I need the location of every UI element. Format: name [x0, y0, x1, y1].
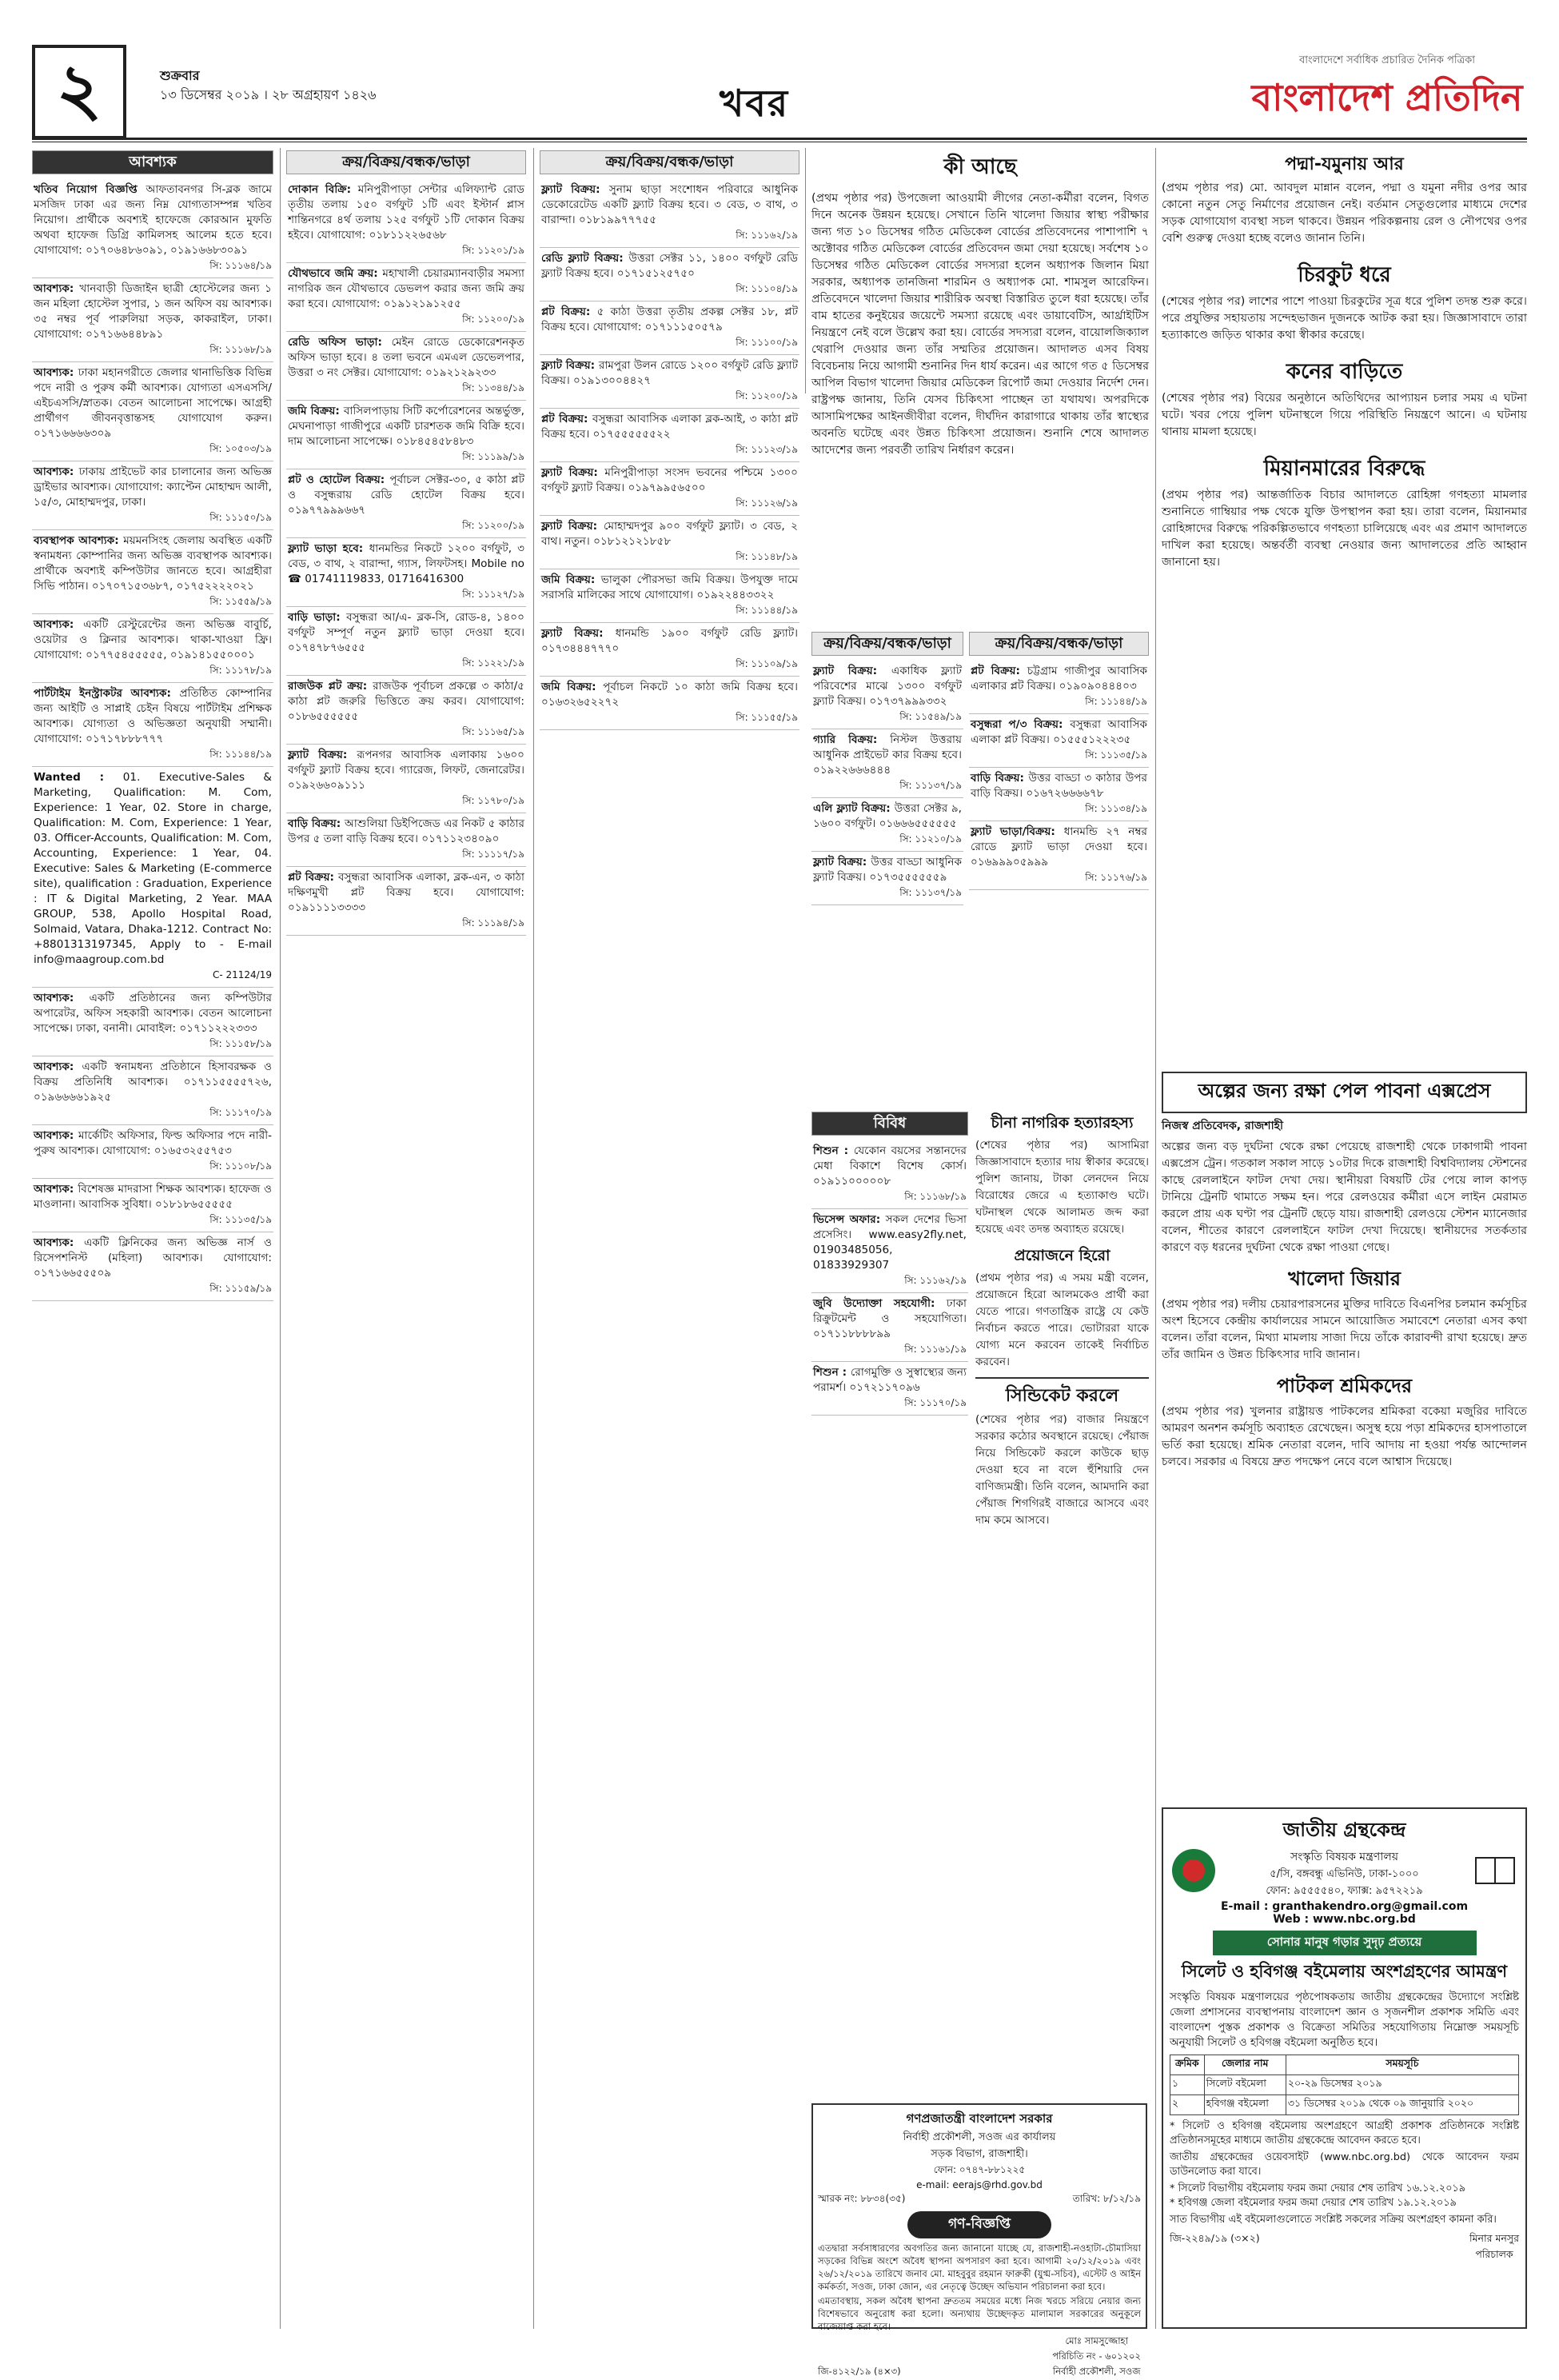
classified-ad	[811, 1209, 968, 1293]
ad-text: ভালুকা পৌরসভা জমি বিক্রয়। উপযুক্ত দামে সরাসরি মালিকের সাথে যোগাযোগ। ০১৯২২৪৪৩৩২২	[541, 573, 798, 601]
classifieds-column-wanted	[32, 150, 273, 2329]
classified-ad	[32, 988, 273, 1056]
ad-lead: রেডি ফ্ল্যাট বিক্রয়:	[541, 252, 629, 265]
ad-lead: প্লট বিক্রয়:	[541, 413, 592, 425]
ad-reference: সি: ১১১৪৪/১৯	[209, 749, 272, 760]
classified-ad	[540, 355, 799, 409]
story-headline: পদ্মা-যমুনায় আর	[1285, 154, 1404, 174]
classified-ad	[286, 332, 526, 401]
ad-lead: ব্যবস্থাপক আবশ্যক:	[34, 534, 124, 547]
story-body: (শেষের পৃষ্ঠার পর) লাশের পাশে পাওয়া চিরকুটের সূত্র ধরে পুলিশ তদন্ত শুরু করে। পরে প্রযুক্তির সহায়তায় সন্দেহভাজন দুজনকে আটক করা হয়। জিজ্ঞাসাবাদে তারা হত্যাকাণ্ডে জড়িত থাকার কথা স্বীকার করেছে।	[1162, 295, 1527, 341]
story-headline: পাটকল শ্রমিকদের	[1276, 1375, 1413, 1397]
classified-ad	[32, 614, 273, 683]
classified-ad	[32, 1125, 273, 1179]
ad-reference: সি: ১১১০৯/১৯	[736, 658, 798, 669]
ad-lead: প্লট বিক্রয়:	[541, 305, 597, 318]
story-body: (শেষের পৃষ্ঠার পর) বাজার নিয়ন্ত্রণে সরকার কঠোর অবস্থানে রয়েছে। পেঁয়াজ নিয়ে সিন্ডিকেট করলে কাউকে ছাড় দেওয়া হবে না বলে হুঁশিয়ারি দেন বাণিজ্যমন্ত্রী। তিনি বলেন, আমদানি করা পেঁয়াজ শিগগিরই বাজারে আসবে এবং দাম কমে আসবে।	[975, 1413, 1149, 1527]
classified-ad	[540, 179, 799, 248]
ad-text: মহাখালী চেয়ারম্যানবাড়ীর সমস্যা নাগরিক জন যৌথভাবে ডেভলপ করার জন্য জমি ক্রয় করা হবে। যোগাযোগ: ০১৯১২১৯১২৫৫	[288, 267, 524, 310]
notice-memo: স্মারক নং: ৮৮৩৪(৩৫)	[818, 2193, 906, 2204]
ad-text: ঢাকা রিক্রুটমেন্ট ও সহযোগিতা। ০১৭১১৮৮৮৮৯৯	[813, 1297, 967, 1340]
classified-ad	[969, 768, 1149, 821]
ad-lead: আবশ্যক:	[34, 1183, 78, 1196]
notice-email[interactable]: e-mail: eerajs@rhd.gov.bd	[916, 2179, 1043, 2190]
ad-lead: শিশুন :	[813, 1366, 851, 1379]
story-ki-ache	[811, 150, 1149, 622]
ad-lead: জমি বিক্রয়:	[288, 405, 344, 417]
govt-notice	[811, 2103, 1147, 2377]
classified-ad	[811, 1140, 968, 1209]
classified-ad	[811, 661, 963, 729]
ad-text: একটি রেস্টুরেন্টের জন্য অভিজ্ঞ বাবুর্চি, ওয়েটার ও ক্লিনার আবশ্যক। থাকা-খাওয়া ফ্রি। যোগাযোগ: ০১৭৭৫৪৫৫৫৫৫, ০১৯১৪১৫৫০০০১	[34, 618, 272, 661]
classified-ad	[969, 661, 1149, 714]
ad-text: বাসিলপাড়ায় সিটি কর্পোরেশনের অন্তর্ভুক্ত, মেঘনাপাড়া গাজীপুরে একটি চারশতক জমি বিক্রি হবে। দাম আলোচনা সাপেক্ষে। ০১৮৪৫৪৫৮৪৮৩	[288, 405, 524, 448]
table-row	[1170, 2075, 1519, 2095]
ad-reference: সি: ১১৭৮০/১৯	[462, 795, 524, 806]
ad-text: উত্তরা সেক্টর ১১, ১৪০০ বর্গফুট রেডি ফ্ল্যাট বিক্রয় হবে। ০১৭১৫১২৫৭৫০	[541, 252, 798, 280]
ad-lead: ফ্ল্যাট বিক্রয়:	[541, 183, 609, 196]
notice-deadline-1: * সিলেট বিভাগীয় বইমেলায় ফরম জমা দেয়ার শেষ তারিখ ১৬.১২.২০১৯	[1170, 2182, 1466, 2194]
ad-lead: আবশ্যক:	[34, 992, 90, 1004]
ad-reference: সি: ১১১৬৫/১৯	[462, 726, 524, 737]
ad-text: ধানমন্ডি ১৯০০ বর্গফুট রেডি ফ্ল্যাট। ০১৭৩৪৪৪৭৭৭০	[541, 627, 799, 655]
section-heading: ক্রয়/বিক্রয়/বন্ধক/ভাড়া	[286, 150, 526, 174]
ad-reference: সি: ১১১৪৪/১৯	[1085, 696, 1147, 707]
ad-text: একাধিক ফ্ল্যাট পরিবেশের মাঝে ১৩০০ বর্গফুট ফ্ল্যাট বিক্রয়। ০১৭৩৭৯৯৯৩৩২	[813, 665, 962, 708]
ad-reference: সি: ১১১৯৪/১৯	[462, 917, 524, 928]
ad-text: মনিপুরীপাড়া সেন্টার এলিফ্যান্ট রোড তৃতীয় তলায় ১৫০ বর্গফুট ১টি এবং ইস্টার্ন প্লাস শান্তিনগরে ৪র্থ তলায় ১২৫ বর্গফুট ১টি দোকান বিক্রয় হইবে। যোগাযোগ: ০১৮১১২২৬৫৬৮	[288, 183, 524, 242]
classified-ad	[286, 676, 526, 745]
story-headline: খালেদা জিয়ার	[1288, 1268, 1401, 1290]
ad-text: পূর্বাচল সেক্টর-৩০, ৫ কাঠা প্লট ও বসুন্ধরায় রেডি হোটেল বিক্রয় হবে। ০১৯৭৭৯৯৯৬৬৭	[288, 473, 524, 517]
ad-reference: সি: ১১১৬৪/১৯	[209, 260, 272, 271]
ad-reference: সি: ১১১২৬/১৯	[736, 497, 798, 509]
ad-reference: সি: ১১১৬৮/১৯	[904, 1191, 967, 1202]
classified-ad	[540, 462, 799, 516]
ad-lead: পার্টটাইম ইনস্ট্রাকটর আবশ্যক:	[34, 687, 180, 700]
notice-phone: ফোন: ০৭৪৭-৮৮১২২৫	[933, 2164, 1026, 2175]
section-heading: আবশ্যক	[32, 150, 273, 174]
classified-ad	[540, 248, 799, 301]
story-body: (প্রথম পৃষ্ঠার পর) মো. আবদুল মান্নান বলেন, পদ্মা ও যমুনা নদীর ওপর আর কোনো নতুন সেতু নির্মাণের প্রয়োজন নেই। বর্তমান সেতুগুলোর মাধ্যমে দেশের সড়ক যোগাযোগ ব্যবস্থা সচল থাকবে। উন্নয়ন পরিকল্পনায় রেল ও নৌপথের ওপর বেশি গুরুত্ব দেওয়া হচ্ছে বলেও জানান তিনি।	[1162, 182, 1527, 245]
table-cell: হবিগঞ্জ বইমেলা	[1204, 2095, 1286, 2115]
header-rule	[32, 138, 1527, 140]
ad-reference: সি: ১১১৫৯/১৯	[209, 1283, 272, 1294]
ad-text: বিশেষজ্ঞ মাদরাসা শিক্ষক আবশ্যক। হাফেজ ও মাওলানা। আবাসিক সুবিধা। ০১৮১৮৬৫৫৫৫৫	[34, 1183, 272, 1211]
classified-ad	[286, 607, 526, 676]
ad-text: রামপুরা উলন রোডে ১২০০ বর্গফুট রেডি ফ্ল্যাট বিক্রয়। ০১৯১৩০০৪৪২৭	[541, 359, 798, 387]
classified-ad	[32, 530, 273, 614]
ad-text: রূপনগর আবাসিক এলাকায় ১৬০০ বর্গফুট ফ্ল্যাট বিক্রয় হবে। গ্যারেজ, লিফট, জেনারেটর। ০১৯২৬৬০৯১১১	[288, 749, 525, 792]
ad-reference: সি: ১১১৪৮/১৯	[736, 551, 798, 562]
column-divider	[280, 148, 281, 2329]
classifieds-column-sale-2	[540, 150, 799, 2329]
story-body: (প্রথম পৃষ্ঠার পর) দলীয় চেয়ারপারসনের মুক্তির দাবিতে বিএনপির চলমান কর্মসূচির অংশ হিসেবে কেন্দ্রীয় কার্যালয়ের সামনে আয়োজিত সমাবেশে নেতারা এসব কথা বলেন। তাঁরা বলেন, মিথ্যা মামলায় সাজা দিয়ে তাঁকে কারাবন্দী রাখা হয়েছে। দ্রুত তাঁর জামিন ও উন্নত চিকিৎসার দাবি জানান।	[1162, 1298, 1527, 1361]
ad-text: মেইন রোডে ডেকোরেশনকৃত অফিস ভাড়া হবে। ৪ তলা ভবনে এমএল ডেভেলপার, উত্তরা ৩ নং সেক্টর। যোগাযোগ: ০১৯২১২৯২৩৩	[288, 336, 524, 379]
notice-ref: জি-৪১২২/১৯ (৪×৩)	[818, 2366, 901, 2377]
ad-lead: বাড়ি বিক্রয়:	[288, 817, 345, 830]
notice-division: সড়ক বিভাগ, রাজশাহী।	[931, 2148, 1028, 2160]
notice-phone: ফোন: ৯৫৫৫৫৪০, ফ্যাক্স: ৯৫৭২২১৯	[1266, 1885, 1423, 1897]
ad-lead: ভিসেন্স অফার:	[813, 1213, 886, 1226]
page-number: ২	[32, 45, 126, 139]
notice-banner: গণ-বিজ্ঞপ্তি	[907, 2211, 1051, 2238]
notice-sig-title: পরিচালক	[1475, 2248, 1513, 2260]
column-divider	[805, 148, 806, 393]
ad-lead: ফ্ল্যাট বিক্রয়:	[541, 466, 605, 479]
classified-ad	[286, 179, 526, 263]
govt-seal-icon	[1170, 1847, 1218, 1895]
ad-lead: ফ্ল্যাট বিক্রয়:	[541, 359, 599, 372]
ad-lead: বাড়ি ভাড়া:	[288, 611, 347, 624]
section-heading: ক্রয়/বিক্রয়/বন্ধক/ভাড়া	[969, 632, 1149, 656]
logo-name: বাংলাদেশ প্রতিদিন	[1251, 76, 1523, 119]
column-divider	[533, 148, 534, 2329]
section-heading: ক্রয়/বিক্রয়/বন্ধক/ভাড়া	[540, 150, 799, 174]
ad-lead: প্লট বিক্রয়:	[288, 871, 338, 884]
ad-lead: এলি ফ্ল্যাট বিক্রয়:	[813, 802, 895, 815]
ad-text: প্রতিষ্ঠিত কোম্পানির জন্য আইটি ও সাপ্লাই চেইন বিষয়ে পার্টটাইম প্রশিক্ষক আবশ্যক। যোগ্যতা ও অভিজ্ঞতা অনুযায়ী সম্মানী। যোগাযোগ: ০১৭১৭৮৮৮৭৭৭	[34, 687, 272, 745]
ad-lead: ফ্ল্যাট বিক্রয়:	[813, 665, 891, 677]
ad-text: উত্তরা সেক্টর ৯, ১৬০০ বর্গফুট। ০১৬৬৬৫৫৫৫৫৫	[813, 802, 962, 830]
notice-headline: সিলেট ও হবিগঞ্জ বইমেলায় অংশগ্রহণের আমন্ত্রণ	[1181, 1962, 1508, 1981]
header-date: ১৩ ডিসেম্বর ২০১৯ । ২৮ অগ্রহায়ণ ১৪২৬	[160, 87, 377, 102]
table-cell: সিলেট বইমেলা	[1204, 2075, 1286, 2095]
table-cell: ৩১ ডিসেম্বর ২০১৯ থেকে ০৯ জানুয়ারি ২০২০	[1286, 2095, 1518, 2115]
notice-address: ৫/সি, বঙ্গবন্ধু এভিনিউ, ঢাকা-১০০০	[1270, 1868, 1419, 1880]
story-body: (প্রথম পৃষ্ঠার পর) উপজেলা আওয়ামী লীগের নেতা-কর্মীরা বলেন, বিগত দিনে অনেক উন্নয়ন হয়েছে। সেখানে তিনি খালেদা জিয়ার স্বাস্থ্য পরীক্ষার জন্য গত ১০ ডিসেম্বর গঠিত মেডিকেল বোর্ডের প্রতিবেদনের পাশাপাশি ৭ অক্টোবর গঠিত মেডিকেল বোর্ডের প্রতিবেদন জমা দেয়া হয়েছে। সর্বশেষ ১০ ডিসেম্বর গঠিত মেডিকেল বোর্ডের সদস্যরা হলেন অধ্যাপক জিলান মিয়া সরকার, অধ্যাপক তানজিনা শারমিন ও অধ্যাপক মো. শামসুল আরেফিন। প্রতিবেদনে খালেদা জিয়ার শারীরিক অবস্থা বিস্তারিত তুলে ধরা হয়েছে। তাঁর বাম হাতের কনুইয়ের জয়েন্টে সমস্যা রয়েছে এবং ডায়াবেটিস, আর্থ্রাইটিস নিয়ন্ত্রণে নেই বলে উল্লেখ করা হয়। বোর্ডের সদস্যরা বলেন, বায়োলজিক্যাল থেরাপি দেওয়ার জন্য তাঁর সম্মতির প্রয়োজন। আদালত এসব বিষয় বিবেচনায় নিয়ে আগামী শুনানির দিন ধার্য করেন। এর আগে গত ৫ ডিসেম্বর আপিল বিভাগ খালেদা জিয়ার মেডিকেল রিপোর্ট জমা দেওয়ার নির্দেশ দেন। রাষ্ট্রপক্ষ জানায়, তিনি যেসব চিকিৎসা পাচ্ছেন তা যথাযথ। অপরদিকে আসামিপক্ষের আইনজীবীরা বলেন, দীর্ঘদিন কারাগারে থাকায় তাঁর স্বাস্থ্যের অবনতি ঘটেছে এবং উন্নত চিকিৎসা প্রয়োজন। শুনানি শেষে আদালত আদেশের জন্য পরবর্তী তারিখ নির্ধারণ করেন।	[811, 192, 1149, 457]
story-headline: চিরকুট ধরে	[1298, 263, 1391, 287]
classified-ad	[540, 569, 799, 623]
story-body: (প্রথম পৃষ্ঠার পর) খুলনার রাষ্ট্রায়ত্ত পাটকলের শ্রমিকরা বকেয়া মজুরির দাবিতে আমরণ অনশন কর্মসূচি অব্যাহত রেখেছেন। অসুস্থ হয়ে পড়া শ্রমিকদের হাসপাতালে ভর্তি করা হয়েছে। শ্রমিক নেতারা বলেন, দাবি আদায় না হওয়া পর্যন্ত আন্দোলন চলবে। সরকার এ বিষয়ে দ্রুত পদক্ষেপ নেবে বলে আশ্বাস দিয়েছে।	[1162, 1405, 1527, 1468]
ad-text: রোগমুক্তি ও সুস্বাস্থ্যের জন্য পরামর্শ। ০১৭২১১৭০৯৬	[813, 1366, 967, 1394]
ad-text: একটি স্বনামধন্য প্রতিষ্ঠানে হিসাবরক্ষক ও বিক্রয় প্রতিনিধি আবশ্যক। ০১৭১১৫৫৫৫৭২৬, ০১৯৬৬৬৬১৯২৫	[34, 1060, 272, 1104]
notice-banner: সোনার মানুষ গড়ার সুদৃঢ় প্রত্যয়ে	[1213, 1931, 1477, 1955]
ad-lead: আবশ্যক:	[34, 465, 79, 478]
ad-text: যেকোন বয়সের সন্তানদের মেধা বিকাশে বিশেষ কোর্স। ০১৯১১০০০০০৮	[813, 1144, 967, 1188]
logo-tagline: বাংলাদেশে সর্বাধিক প্রচারিত দৈনিক পত্রিকা	[1299, 54, 1475, 66]
classified-ad	[32, 1056, 273, 1125]
classified-ad	[32, 683, 273, 767]
ad-reference: সি: ১১১৪৪/১৯	[736, 605, 798, 616]
ad-lead: ফ্ল্যাট বিক্রয়:	[288, 749, 357, 761]
ad-text: বসুন্ধরা আ/এ- ব্লক-সি, রোড-৪, ১৪০০ বর্গফুট সম্পূর্ণ নতুন ফ্ল্যাট ভাড়া দেওয়া হবে। ০১৭৪৭৮৭৬৫৫৫	[288, 611, 524, 654]
story-headline: অল্পের জন্য রক্ষা পেল পাবনা এক্সপ্রেস	[1162, 1072, 1527, 1113]
classified-ad	[811, 798, 963, 852]
ad-reference: সি: ১১১৩৭/১৯	[899, 780, 962, 791]
ad-reference: সি: ১১১১৭/১৯	[462, 849, 524, 860]
ad-lead: জমি বিক্রয়:	[541, 573, 601, 586]
ad-lead: রাজউক প্লট ক্রয়:	[288, 680, 373, 693]
ad-reference: সি: ১১১৭০/১৯	[209, 1107, 272, 1118]
ad-lead: গ্যারি বিক্রয়:	[813, 733, 891, 746]
table-cell: ২	[1170, 2095, 1205, 2115]
classifieds-column-sale-4	[969, 632, 1149, 1104]
notice-signature: মোঃ সামসুজ্জোহা	[1065, 2335, 1128, 2346]
ad-lead: দোকান বিক্রি:	[288, 183, 358, 196]
ad-text: 01. Executive-Sales & Marketing, Qualification: M. Com, Experience: 1 Year, 02. Store in charge, Qualification: M. Com, Experience: 1 Year, 03. Officer-Accounts, Qualification: M. Com, Accounting, Experience: 1 Year, 04. Executive: Sales & Marketing (E-commerce site), qualification : Graduation, Experience : IT & Digital Marketing, 2 Year. MAA GROUP, 538, Apollo Hospital Road, Solmaid, Vatara, Dhaka-1212. Contract No: +8801313197345, Apply to - E-mail info@maagroup.com.bd	[34, 771, 272, 966]
table-header: সময়সূচি	[1286, 2055, 1518, 2075]
classified-ad	[286, 401, 526, 469]
notice-closing: সাত বিভাগীয় এই বইমেলাগুলোতে সংশ্লিষ্ট সকলের সক্রিয় অংশগ্রহণ কামনা করি।	[1170, 2214, 1497, 2226]
book-logo-icon	[1471, 1847, 1519, 1895]
newspaper-logo[interactable]	[1247, 53, 1527, 133]
ad-text: বসুন্ধরা আবাসিক এলাকা, ব্লক-এন, ৩ কাঠা দক্ষিণমুখী প্লট বিক্রয় হবে। যোগাযোগ: ০১৯১১১১৩৩৩৩	[288, 871, 524, 914]
ad-text: আশুলিয়া ডিইপিজেড এর নিকট ৫ কাঠার উপর ৫ তলা বাড়ি বিক্রয় হবে। ০১৭১১২৩৪০৯০	[288, 817, 524, 845]
notice-header: গণপ্রজাতন্ত্রী বাংলাদেশ সরকার	[906, 2111, 1053, 2126]
section-title: খবর	[720, 82, 790, 125]
story-body: (প্রথম পৃষ্ঠার পর) আন্তর্জাতিক বিচার আদালতে রোহিঙ্গা গণহত্যা মামলার শুনানিতে গাম্বিয়ার পক্ষ থেকে যুক্তি উপস্থাপন করা হয়। তারা বলেন, মিয়ানমার রোহিঙ্গাদের বিরুদ্ধে পরিকল্পিতভাবে গণহত্যা চালিয়েছে এবং এর প্রমাণ আদালতে দাখিল করা হয়েছে। অন্তর্বর্তী ব্যবস্থা নেওয়ার জন্য আদালতের প্রতি আহ্বান জানানো হয়।	[1162, 489, 1527, 569]
ad-reference: সি: ১১৫৫৯/১৯	[209, 596, 272, 607]
notice-deadline-2: * হবিগঞ্জ জেলা বইমেলার ফরম জমা দেয়ার শেষ তারিখ ১৯.১২.২০১৯	[1170, 2197, 1457, 2209]
classified-ad	[811, 1362, 968, 1416]
ad-reference: সি: ১১২০১/১৯	[462, 245, 524, 256]
classified-ad	[32, 179, 273, 278]
classified-ad	[286, 745, 526, 813]
ad-reference: সি: ১১১৬৮/১৯	[209, 344, 272, 355]
classified-ad	[32, 362, 273, 461]
notice-body-2: * সিলেট ও হবিগঞ্জ বইমেলায় অংশগ্রহণে আগ্রহী প্রকাশক প্রতিষ্ঠানকে সংশ্লিষ্ট প্রতিষ্ঠানসমূহের মাধ্যমে জাতীয় গ্রন্থকেন্দ্রে আবেদন করতে হবে।	[1170, 2120, 1519, 2146]
classified-ad	[286, 867, 526, 936]
ad-reference: সি: ১১১৩৪/১৯	[1085, 803, 1147, 814]
ad-text: চট্টগ্রাম গাজীপুর আবাসিক এলাকার প্লট বিক্রয়। ০১৯০৯০৪৪৪০৩	[971, 665, 1147, 693]
story-body: (শেষের পৃষ্ঠার পর) বিয়ের অনুষ্ঠানে অতিথিদের আপ্যায়ন চলার সময় এ ঘটনা ঘটে। খবর পেয়ে পুলিশ ঘটনাস্থলে গিয়ে পরিস্থিতি নিয়ন্ত্রণে আনে। এ ঘটনায় থানায় মামলা হয়েছে।	[1162, 392, 1527, 438]
ad-text: সুনাম ছাড়া সংশোধন পরিবারে আধুনিক ডেকোরেটেড একটি ফ্ল্যাট বিক্রয় হবে। ৩ বেড, ৩ বাথ, ৩ বারান্দা। ০১৮১৯৯৭৭৭৫৫	[541, 183, 798, 226]
ad-reference: সি: ১১১৭০/১৯	[904, 1397, 967, 1408]
ad-reference: সি: ১১৫৪৯/১৯	[899, 711, 962, 722]
classified-ad	[811, 1293, 968, 1362]
notice-body-2: এমতাবস্থায়, সকল অবৈধ স্থাপনা দ্রুততম সময়ের মধ্যে নিজ খরচে সরিয়ে নেয়ার জন্য বিশেষভাবে অনুরোধ করা হলো। অন্যথায় উচ্ছেদকৃত মালামাল সরকারের অনুকূলে বাজেয়াপ্ত করা হবে।	[818, 2295, 1141, 2332]
ad-text: মার্কেটিং অফিসার, ফিল্ড অফিসার পদে নারী-পুরুষ আবশ্যক। যোগাযোগ: ০১৬৫৩২৫৫৭৫৩	[34, 1129, 272, 1157]
table-row	[1170, 2095, 1519, 2115]
ad-text: আফতাবনগর সি-ব্লক জামে মসজিদ ঢাকা এর জন্য নিম্ন যোগ্যতাসম্পন্ন খতিব নিয়োগ। প্রার্থীকে অবশ্যই হাফেজে কোরআন মুফতি অথবা হাফেজ ডিগ্রি কামিলসহ আলেম হতে হবে। যোগাযোগ: ০১৭০৬৪৮৬০৯১, ০১৯১৬৬৮৩০৯১	[34, 183, 272, 257]
notice-date: তারিখ: ৮/১২/১৯	[1072, 2193, 1141, 2204]
classified-ad	[540, 677, 799, 730]
ad-lead: প্লট ও হোটেল বিক্রয়:	[288, 473, 390, 486]
ad-text: ৫ কাঠা উত্তরা তৃতীয় প্রকল্প সেক্টর ১৮, প্লট বিক্রয় হবে। যোগাযোগ: ০১৭১১১৫০৫৭৯	[541, 305, 798, 333]
ad-lead: বাড়ি বিক্রয়:	[971, 772, 1029, 785]
ad-lead: আবশ্যক:	[34, 1060, 82, 1073]
story-headline: কনের বাড়িতে	[1286, 360, 1403, 384]
classified-ad	[811, 729, 963, 798]
ad-reference: সি: ১১১৩৫/১৯	[209, 1214, 272, 1225]
ad-text: খানবাড়ী ডিজাইন ছাত্রী হোস্টেলের জন্য ১ জন মহিলা হোস্টেল সুপার, ১ জন অফিস বয় আবশ্যক। ৩৫ নম্বর পূর্ব পারুলিয়া সড়ক, কাকরাইল, ঢাকা। যোগাযোগ: ০১৭১৬৬৪৪৮৯১	[34, 282, 273, 341]
story-stack-right	[975, 1112, 1149, 2103]
table-header: জেলার নাম	[1204, 2055, 1286, 2075]
classified-ad	[32, 278, 273, 362]
table-header: ক্রমিক	[1170, 2055, 1205, 2075]
classified-ad	[286, 263, 526, 332]
story-byline: নিজস্ব প্রতিবেদক, রাজশাহী	[1162, 1120, 1283, 1132]
ad-lead: আবশ্যক:	[34, 1129, 79, 1142]
classifieds-column-sale	[286, 150, 526, 2329]
ad-lead: আবশ্যক:	[34, 618, 84, 631]
classified-ad	[540, 301, 799, 355]
ad-reference: সি: ১১২০০/১৯	[462, 313, 524, 325]
classified-ad	[540, 623, 799, 677]
header-day: শুক্রবার	[160, 68, 200, 83]
ad-reference: সি: ১০৫০৩/১৯	[209, 443, 272, 454]
ad-lead: ফ্ল্যাট ভাড়া/বিক্রয়:	[971, 825, 1064, 838]
stories-right-column	[1162, 150, 1527, 1062]
ad-text: সকল দেশের ভিসা প্রসেসিং। www.easy2fly.net, 01903485056, 01833929307	[813, 1213, 967, 1272]
ad-reference: সি: ১১১৭৬/১৯	[1085, 872, 1147, 883]
ad-lead: আবশ্যক:	[34, 282, 80, 295]
notice-sig-title: নির্বাহী প্রকৌশলী, সওজ	[1052, 2366, 1141, 2377]
notice-website[interactable]: Web : www.nbc.org.bd	[1273, 1913, 1416, 1926]
classified-ad	[811, 852, 963, 905]
ad-lead: আবশ্যক:	[34, 1236, 84, 1249]
ad-text: উত্তর বাড্ডা আধুনিক ফ্ল্যাট বিক্রয়। ০১৭৩৫৫৫৫৫৫৯	[813, 856, 962, 884]
ad-lead: ফ্ল্যাট বিক্রয়:	[813, 856, 871, 869]
ad-text: বসুন্ধরা আবাসিক এলাকা ব্লক-আই, ৩ কাঠা প্লট বিক্রয় হবে। ০১৭৫৫৫৫৫৫২২	[541, 413, 798, 441]
story-stack-lower-right	[1162, 1072, 1527, 1791]
ad-reference: সি: ১১২২১/১৯	[462, 657, 524, 669]
ad-text: একটি ক্লিনিকের জন্য অভিজ্ঞ নার্স ও রিসেপশনিস্ট (মহিলা) আবশ্যক। যোগাযোগ: ০১৭১৬৬৫৫৫০৯	[34, 1236, 273, 1280]
classified-ad	[540, 409, 799, 462]
notice-email[interactable]: E-mail : granthakendro.org@gmail.com	[1220, 1900, 1469, 1913]
notice-office: নির্বাহী প্রকৌশলী, সওজ এর কার্যালয়	[903, 2131, 1056, 2143]
ad-reference: সি: ১১১২৩/১৯	[736, 444, 798, 455]
classified-ad	[32, 767, 273, 988]
classified-ad	[32, 461, 273, 530]
ad-lead: খতিব নিয়োগ বিজ্ঞপ্তি	[34, 183, 146, 196]
classified-ad	[32, 1232, 273, 1301]
ad-text: উত্তর বাড্ডা ৩ কাঠার উপর বাড়ি বিক্রয়। ০১৬৭২৬৬৬৬৭৮	[971, 772, 1147, 800]
story-body: (শেষের পৃষ্ঠার পর) আসামিরা জিজ্ঞাসাবাদে হত্যার দায় স্বীকার করেছে। পুলিশ জানায়, টাকা লেনদেন নিয়ে বিরোধের জেরে এ হত্যাকাণ্ড ঘটে। ঘটনাস্থল থেকে আলামত জব্দ করা হয়েছে এবং তদন্ত অব্যাহত রয়েছে।	[975, 1139, 1149, 1236]
ad-text: পূর্বাচল নিকটে ১০ কাঠা জমি বিক্রয় হবে। ০১৬৩২৬৫২২৭২	[541, 681, 798, 709]
notice-signature: মিনার মনসুর	[1469, 2232, 1519, 2244]
ad-lead: Wanted :	[34, 771, 123, 784]
notice-body: এতদ্বারা সর্বসাধারণের অবগতির জন্য জানানো যাচ্ছে যে, রাজশাহী-নওহাটা-চৌমাসিয়া সড়কের বিভিন্ন অংশে অবৈধ স্থাপনা অপসারণ করা হবে। আগামী ২০/১২/২০১৯ এবং ২৬/১২/২০১৯ তারিখে জনাব মো. মাহবুবুর রহমান ফারুকী (যুগ্ম-সচিব), এস্টেট ও আইন কর্মকর্তা, সওজ, ঢাকা জোন, এর নেতৃত্বে উচ্ছেদ অভিযান পরিচালনা করা হবে।	[818, 2242, 1141, 2292]
ad-text: ধানমন্ডি ২৭ নম্বর রোডে ফ্ল্যাট ভাড়া দেওয়া হবে। ০১৬৯৯৯০৫৯৯৯	[971, 825, 1147, 869]
notice-sig-id: পরিচিতি নং - ৬০১২০২	[1052, 2350, 1141, 2362]
ad-lead: আবশ্যক:	[34, 366, 78, 379]
ad-text: ঢাকায় প্রাইভেট কার চালানোর জন্য অভিজ্ঞ ড্রাইভার আবশ্যক। যোগাযোগ: ক্যাপ্টেন মোহাম্মদ আলী, ১৫/৩, মোহাম্মদপুর, ঢাকা।	[34, 465, 272, 509]
section-heading: বিবিধ	[811, 1112, 968, 1136]
ad-reference: C- 21124/19	[212, 969, 272, 980]
ad-text: মনিপুরীপাড়া সংসদ ভবনের পশ্চিমে ১৩০০ বর্গফুট ফ্ল্যাট বিক্রয়। ০১৯৭৯৯৫৬৫০০	[541, 466, 798, 494]
ad-text: একটি প্রতিষ্ঠানের জন্য কম্পিউটার অপারেটর, অফিস সহকারী আবশ্যক। বেতন আলোচনা সাপেক্ষে। ঢাকা, বনানী। মোবাইল: ০১৭১১২২২৩৩৩	[34, 992, 272, 1035]
story-body: অল্পের জন্য বড় দুর্ঘটনা থেকে রক্ষা পেয়েছে রাজশাহী থেকে ঢাকাগামী পাবনা এক্সপ্রেস ট্রেন। গতকাল সকাল সাড়ে ১০টার দিকে রাজশাহী বিশ্ববিদ্যালয় স্টেশনের কাছে রেললাইনে ফাটল দেখা দেয়। স্থানীয়রা বিষয়টি টের পেয়ে লাল কাপড় টানিয়ে ট্রেনটি থামাতে সক্ষম হন। পরে রেলওয়ের কর্মীরা এসে লাইন মেরামত করলে প্রায় এক ঘণ্টা পর ট্রেনটি ছেড়ে যায়। রাজশাহী রেলওয়ে স্টেশন ম্যানেজার বলেন, শীতের কারণে রেললাইনে ফাটল দেখা দিয়েছে। স্থানীয়দের সতর্কতার কারণে বড় ধরনের দুর্ঘটনা থেকে রক্ষা পাওয়া গেছে।	[1162, 1140, 1527, 1254]
ad-reference: সি: ১১১৬২/১৯	[904, 1275, 967, 1286]
story-headline: প্রয়োজনে হিরো	[1014, 1247, 1110, 1264]
ad-reference: সি: ১১১৯৯/১৯	[462, 451, 524, 462]
ad-reference: সি: ১১১৫৫/১৯	[736, 712, 798, 723]
ad-lead: ফ্ল্যাট ভাড়া হবে:	[288, 542, 369, 555]
notice-subtitle: সংস্কৃতি বিষয়ক মন্ত্রণালয়	[1290, 1851, 1399, 1863]
ad-lead: ফ্ল্যাট বিক্রয়:	[541, 627, 616, 640]
table-cell: ২০-২৯ ডিসেম্বর ২০১৯	[1286, 2075, 1518, 2095]
bookfair-schedule-table	[1170, 2055, 1519, 2115]
ad-text: ঢাকা মহানগরীতে জেলার থানাভিত্তিক বিভিন্ন পদে নারী ও পুরুষ কর্মী আবশ্যক। যোগ্যতা এসএসসি/এইচএসসি/স্নাতক। বেতন আলোচনা সাপেক্ষে। আগ্রহী প্রার্থীগণ জীবনবৃত্তান্তসহ যোগাযোগ করুন। ০১৭১৬৬৬৬৩০৯	[34, 366, 272, 440]
ad-text: নিস্টল উত্তরায় আধুনিক প্রাইভেট কার বিক্রয় হবে। ০১৯২২৬৬৬৪৪৪	[813, 733, 963, 777]
ad-text: ধানমন্ডির নিকটে ১২০০ বর্গফুট, ৩ বেড, ৩ বাথ, ২ বারান্দা, গ্যাস, লিফটসহ। Mobile no ☎ 01741119833, 01716416300	[288, 542, 525, 585]
ad-reference: সি: ১১২০০/১৯	[736, 390, 798, 401]
ad-reference: সি: ১১১৩৫/১৯	[1085, 749, 1147, 761]
classified-ad	[969, 821, 1149, 890]
column-divider	[1155, 148, 1156, 2329]
ad-lead: জমি বিক্রয়:	[541, 681, 604, 693]
ad-reference: সি: ১১১৩৭/১৯	[899, 887, 962, 898]
ad-reference: সি: ১১১৫০/১৯	[209, 512, 272, 523]
ad-reference: সি: ১১১৬১/১৯	[904, 1344, 967, 1355]
classified-ad	[286, 813, 526, 867]
story-headline: মিয়ানমারের বিরুদ্ধে	[1263, 457, 1425, 481]
ad-reference: সি: ১১২১০/১৯	[899, 833, 962, 845]
notice-ref: জি-২২৪৯/১৯ (৩×২)	[1170, 2232, 1260, 2244]
story-headline: কী আছে	[943, 155, 1017, 179]
ad-reference: সি: ১১৩৪৪/১৯	[462, 382, 524, 393]
granthakendro-notice	[1162, 1807, 1527, 2329]
ad-lead: প্লট বিক্রয়:	[971, 665, 1027, 677]
classified-ad	[286, 538, 526, 607]
ad-lead: বসুন্ধরা প/৩ বিক্রয়:	[971, 718, 1071, 731]
ad-text: রাজউক পূর্বাচল প্রকল্পে ৩ কাঠা/৫ কাঠা প্লট জরুরি ভিত্তিতে ক্রয় করব। যোগাযোগ: ০১৮৬৫৫৫৫৫৫	[288, 680, 524, 723]
ad-reference: সি: ১১১২৭/১৯	[462, 589, 524, 600]
ad-text: বসুন্ধরা আবাসিক এলাকা প্লট বিক্রয়। ০১৫৫৫১২২২৩৫	[971, 718, 1147, 746]
classified-ad	[969, 714, 1149, 768]
ad-lead: জুবি উদ্যোক্তা সহযোগী:	[813, 1297, 947, 1310]
classifieds-column-sale-3	[811, 632, 963, 1104]
story-headline: সিন্ডিকেট করলে	[975, 1377, 1149, 1412]
classifieds-column-misc	[811, 1112, 968, 2103]
ad-lead: যৌথভাবে জমি ক্রয়:	[288, 267, 383, 280]
ad-reference: সি: ১১১৭৮/১৯	[209, 665, 272, 676]
ad-lead: ফ্ল্যাট বিক্রয়:	[541, 520, 604, 533]
ad-reference: সি: ১১১০৮/১৯	[209, 1160, 272, 1172]
ad-lead: রেডি অফিস ভাড়া:	[288, 336, 392, 349]
classified-ad	[286, 469, 526, 538]
ad-text: মোহাম্মদপুর ৯০০ বর্গফুট ফ্ল্যাট। ৩ বেড, ২ বাথ। নতুন। ০১৮১২১২১৮৫৮	[541, 520, 799, 548]
ad-reference: সি: ১১১৬২/১৯	[736, 230, 798, 241]
ad-reference: সি: ১১১৫৮/১৯	[209, 1038, 272, 1049]
notice-title: জাতীয় গ্রন্থকেন্দ্র	[1282, 1819, 1406, 1841]
section-heading: ক্রয়/বিক্রয়/বন্ধক/ভাড়া	[811, 632, 963, 656]
ad-reference: সি: ১১২০০/১৯	[462, 520, 524, 531]
table-cell: ১	[1170, 2075, 1205, 2095]
story-body: (প্রথম পৃষ্ঠার পর) এ সময় মন্ত্রী বলেন, প্রয়োজনে হিরো আলমকেও প্রার্থী করা যেতে পারে। গণতান্ত্রিক রাষ্ট্রে যে কেউ নির্বাচন করতে পারে। ভোটাররা যাকে যোগ্য মনে করবেন তাকেই নির্বাচিত করবেন।	[975, 1272, 1149, 1368]
ad-reference: সি: ১১১০০/১৯	[736, 337, 798, 348]
ad-text: ময়মনসিংহ জেলায় অবস্থিত একটি স্বনামধন্য কোম্পানির জন্য অভিজ্ঞ ব্যবস্থাপক আবশ্যক। প্রার্থীকে অবশ্যই কম্পিউটার জানতে হবে। আগ্রহীরা সিভি পাঠান। ০১৭০৭১৫৩৬৮৭, ০১৭৫২২২২০২১	[34, 534, 273, 593]
notice-body: সংস্কৃতি বিষয়ক মন্ত্রণালয়ের পৃষ্ঠপোষকতায় জাতীয় গ্রন্থকেন্দ্রের উদ্যোগে সংশ্লিষ্ট জেলা প্রশাসনের ব্যবস্থাপনায় বাংলাদেশ জ্ঞান ও সৃজনশীল প্রকাশক সমিতি এবং বাংলাদেশ পুস্তক প্রকাশক ও বিক্রেতা সমিতির সহযোগিতায় নিম্নোক্ত সময়সূচি অনুযায়ী সিলেট ও হবিগঞ্জ বইমেলা অনুষ্ঠিত হবে।	[1170, 1991, 1519, 2049]
ad-lead: শিশুন :	[813, 1144, 854, 1157]
classified-ad	[540, 516, 799, 569]
classified-ad	[32, 1179, 273, 1232]
notice-body-3: জাতীয় গ্রন্থকেন্দ্রের ওয়েবসাইট (www.nbc.org.bd) থেকে আবেদন ফরম ডাউনলোড করা যাবে।	[1170, 2151, 1519, 2178]
story-headline: চীনা নাগরিক হত্যারহস্য	[991, 1114, 1134, 1132]
ad-reference: সি: ১১১০৪/১৯	[736, 283, 798, 294]
